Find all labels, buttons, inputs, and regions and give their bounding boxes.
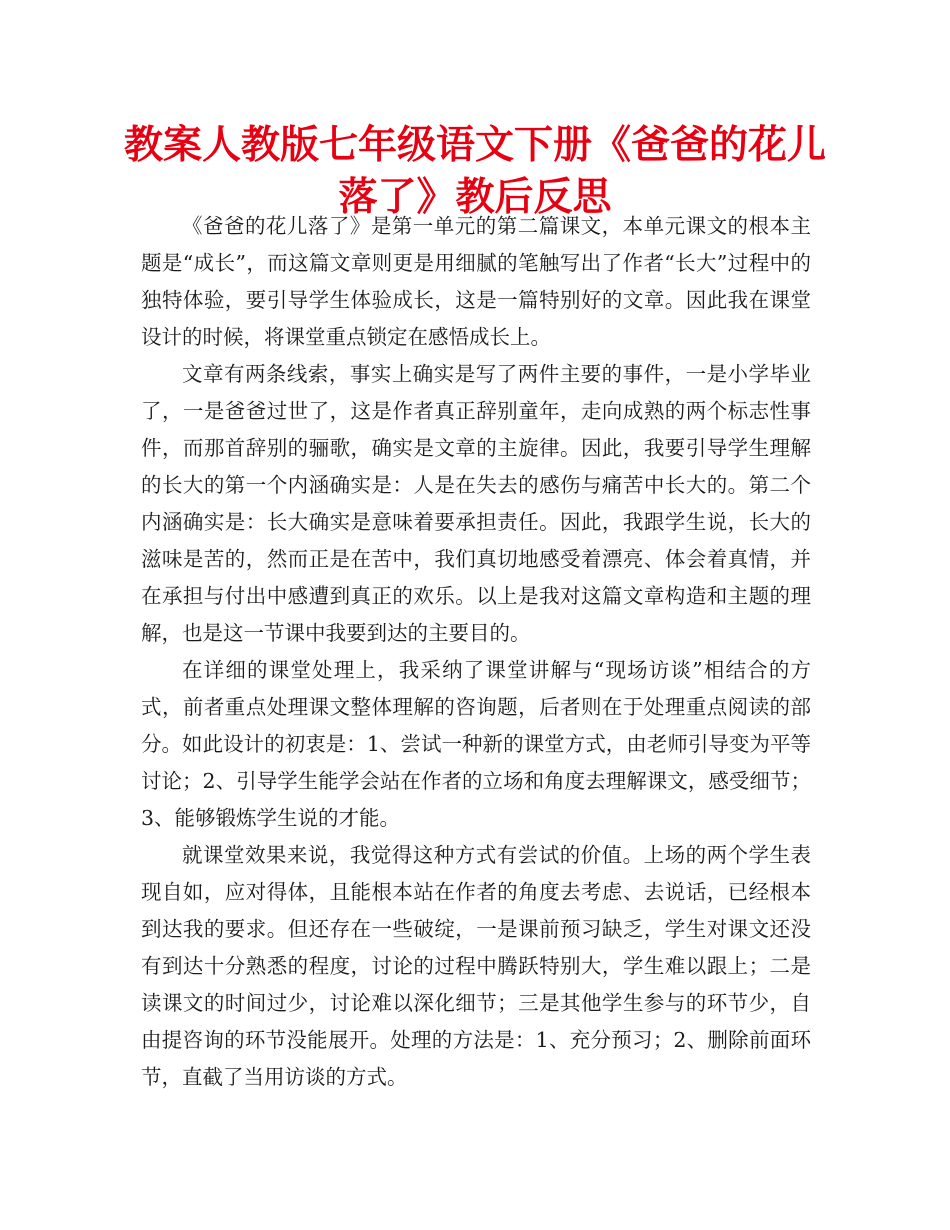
title-line-2: 落了》教后反思 <box>338 175 612 220</box>
paragraph-1: 《爸爸的花儿落了》是第一单元的第二篇课文，本单元课文的根本主题是“成长”，而这篇文章则更是用细腻的笔触写出了作者“长大”过程中的独特体验，要引导学生体验成长，这是一篇特别好的文章。因此我在课堂设计的时候，将课堂重点锁定在感悟成长上。 <box>141 214 811 349</box>
paragraph-3: 在详细的课堂处理上，我采纳了课堂讲解与“现场访谈”相结合的方式，前者重点处理课文整体理解的咨询题，后者则在于处理重点阅读的部分。如此设计的初衷是：1、尝试一种新的课堂方式，由老师引导变为平等讨论；2、引导学生能学会站在作者的立场和角度去理解课文，感受细节；3、能够锻炼学生说的才能。 <box>141 658 811 830</box>
paragraph-4: 就课堂效果来说，我觉得这种方式有尝试的价值。上场的两个学生表现自如，应对得体，且能根本站在作者的角度去考虑、去说话，已经根本到达我的要求。但还存在一些破绽，一是课前预习缺乏，学生对课文还没有到达十分熟悉的程度，讨论的过程中腾跃特别大，学生难以跟上；二是读课文的时间过少，讨论难以深化细节；三是其他学生参与的环节少，自由提咨询的环节没能展开。处理的方法是：1、充分预习；2、删除前面环节，直截了当用访谈的方式。 <box>141 843 811 1089</box>
document-body <box>141 208 811 1096</box>
paragraph-2: 文章有两条线索，事实上确实是写了两件主要的事件，一是小学毕业了，一是爸爸过世了，这是作者真正辞别童年，走向成熟的两个标志性事件，而那首辞别的骊歌，确实是文章的主旋律。因此，我要引导学生理解的长大的第一个内涵确实是：人是在失去的感伤与痛苦中长大的。第二个内涵确实是：长大确实是意味着要承担责任。因此，我跟学生说，长大的滋味是苦的，然而正是在苦中，我们真切地感受着漂亮、体会着真情，并在承担与付出中感遭到真正的欢乐。以上是我对这篇文章构造和主题的理解，也是这一节课中我要到达的主要目的。 <box>141 362 811 645</box>
title-line-1: 教案人教版七年级语文下册《爸爸的花儿 <box>123 123 826 168</box>
